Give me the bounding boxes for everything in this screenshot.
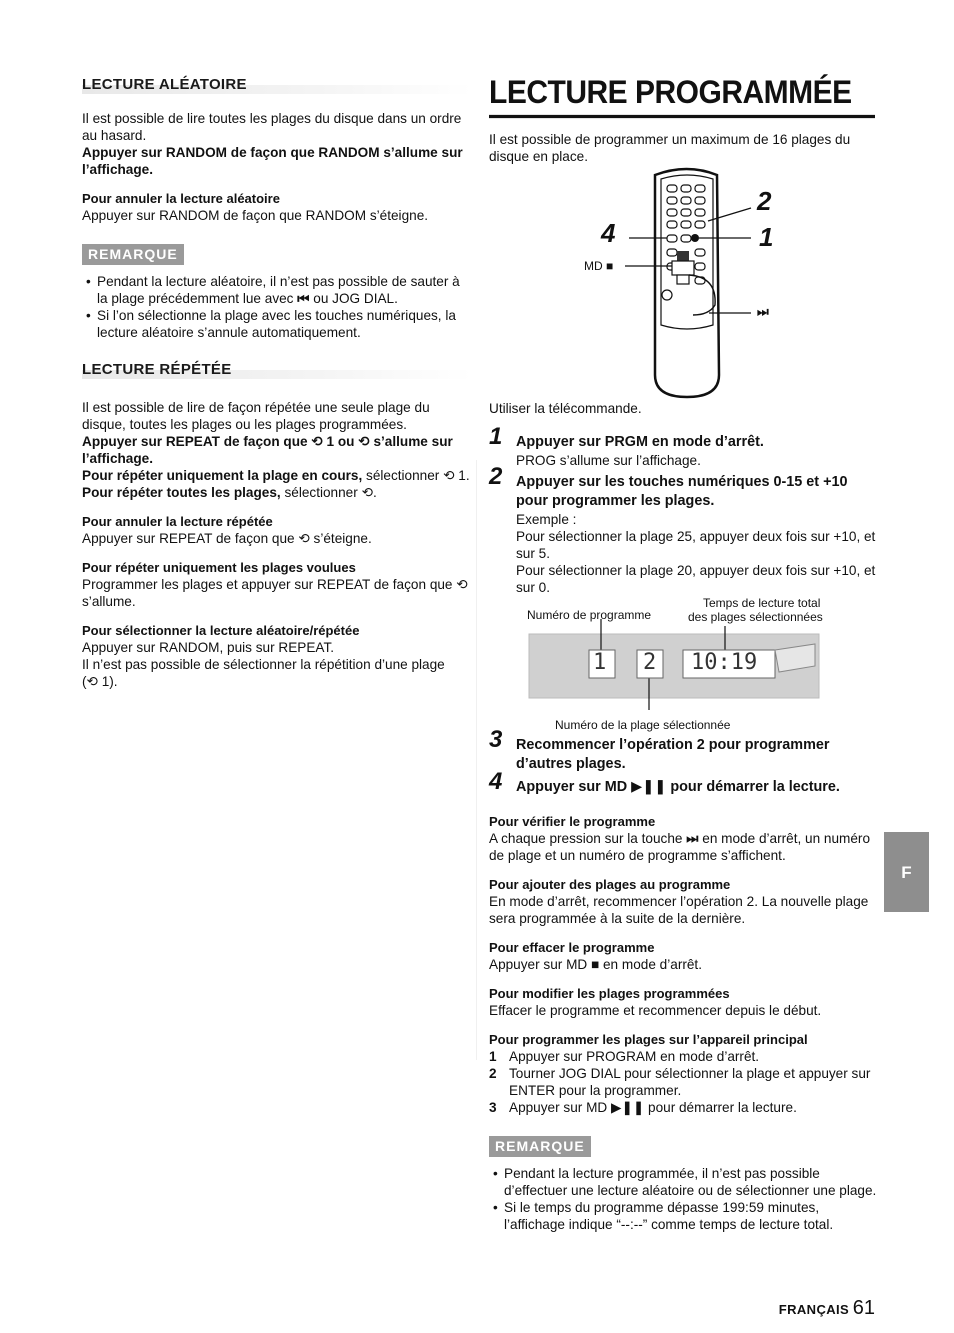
aleatoire-intro: Il est possible de lire toutes les plages du disque dans un ordre au hasard. [82,111,462,143]
repetee-wanted-title: Pour répéter uniquement les plages voulues [82,560,356,575]
step-2: 2 Appuyer sur les touches numériques 0-15 et +10 pour programmer les plages. Exemple : Pour sélectionner la plage 25, appuyer deux fois sur +10, et sur 5. Pour sélectionner la plage 20, appuyer deux fois sur +10, et sur 0. [489,463,876,595]
repetee-all: Pour répéter toutes les plages, sélectionner ⟲. [82,485,377,500]
section-heading-aleatoire: LECTURE ALÉATOIRE [82,76,472,98]
aleatoire-cancel-title: Pour annuler la lecture aléatoire [82,191,280,206]
remote-drawing [489,165,879,400]
repetee-combo-2: Il n’est pas possible de sélectionner la répétition d’une plage [82,657,445,672]
list-item: • Pendant la lecture programmée, il n’est pas possible d’effectuer une lecture aléatoire ou de sélectionner une plage. [489,1165,879,1199]
add-text: En mode d’arrêt, recommencer l’opération 2. La nouvelle plage sera programmée à la suite de la dernière. [489,894,869,926]
play-pause-icon: ▶❚❚ [631,779,667,795]
list-item: 2 Tourner JOG DIAL pour sélectionner la plage et appuyer sur ENTER pour la programmer. [489,1066,871,1098]
page-title: LECTURE PROGRAMMÉE [489,76,875,118]
modify-title: Pour modifier les plages programmées [489,986,730,1001]
remote-illustration [489,165,879,400]
repeat-icon: ⟲ [298,531,310,546]
footer-language: FRANÇAIS [778,1302,850,1317]
step-4: 4 Appuyer sur MD ▶❚❚ pour démarrer la lecture. [489,768,840,795]
display-illustration [489,596,879,736]
repetee-combo-3: (⟲ 1). [82,674,118,689]
lcd-track-number: 2 [643,650,657,675]
label-track-number: Numéro de la plage sélectionnée [555,718,731,732]
remarque-badge: REMARQUE [489,1136,591,1157]
verify-title: Pour vérifier le programme [489,814,656,829]
remote-caption: Utiliser la télécommande. [489,401,642,416]
remarque-list [489,1165,879,1233]
callout-md: MD ■ [584,259,614,273]
next-track-icon: ⏭ [757,304,769,319]
callout-2: 2 [757,186,772,216]
main-unit-title: Pour programmer les plages sur l’appareil principal [489,1032,808,1047]
repetee-combo-1: Appuyer sur RANDOM, puis sur REPEAT. [82,640,335,655]
callout-1: 1 [759,222,774,252]
page-footer [778,1297,875,1319]
repeat-icon: ⟲ [456,577,468,592]
remarque-badge: REMARQUE [82,244,184,265]
list-item: • Pendant la lecture aléatoire, il n’est pas possible de sauter à la plage précédemment lue avec ⏮ ou JOG DIAL. [82,273,472,307]
play-pause-icon: ▶❚❚ [611,1100,645,1115]
language-tab: F [884,832,929,912]
column-divider [476,460,477,1060]
modify-text: Effacer le programme et recommencer depuis le début. [489,1003,822,1018]
lcd-program-number: 1 [593,650,607,675]
list-item: • Si l’on sélectionne la plage avec les touches numériques, la lecture aléatoire s’annule automatiquement. [82,307,472,341]
erase-title: Pour effacer le programme [489,940,655,955]
repeat-icon: ⟲ [311,434,323,449]
lcd-total-time: 10:19 [691,650,758,675]
step-1: 1 Appuyer sur PRGM en mode d’arrêt. PROG s’allume sur l’affichage. [489,423,764,468]
repeat-icon: ⟲ [358,434,370,449]
repetee-single: Pour répéter uniquement la plage en cours, sélectionner ⟲ 1. [82,468,470,483]
repetee-cancel-text: Appuyer sur REPEAT de façon que ⟲ s’éteigne. [82,531,372,546]
add-title: Pour ajouter des plages au programme [489,877,731,892]
page-number: 61 [852,1297,875,1319]
stop-icon: ■ [591,957,600,972]
main-unit-list [489,1048,879,1116]
list-item: 1 Appuyer sur PROGRAM en mode d’arrêt. [489,1049,760,1064]
list-item: • Si le temps du programme dépasse 199:59 minutes, l’affichage indique “--:--” comme temps de lecture total. [489,1199,879,1233]
right-column [489,76,879,1233]
repeat-icon: ⟲ [361,485,373,500]
repetee-instruction: Appuyer sur REPEAT de façon que ⟲ 1 ou ⟲ s’allume sur l’affichage. [82,434,453,466]
repetee-combo-title: Pour sélectionner la lecture aléatoire/répétée [82,623,360,638]
label-total-time-2: des plages sélectionnées [688,610,823,624]
list-item: 3 Appuyer sur MD ▶❚❚ pour démarrer la lecture. [489,1100,797,1115]
lcd-display [489,614,879,734]
stop-icon: ■ [606,259,614,273]
next-track-icon: ⏭ [686,831,699,846]
repeat-icon: ⟲ [86,674,98,689]
left-column [82,76,472,690]
step-3: 3 Recommencer l’opération 2 pour programmer d’autres plages. [489,726,830,772]
label-program-number: Numéro de programme [527,608,652,622]
repetee-intro: Il est possible de lire de façon répétée une seule plage du disque, toutes les plages ou les plages programmées. [82,400,430,432]
programmee-intro: Il est possible de programmer un maximum de 16 plages du disque en place. [489,132,851,164]
callout-4: 4 [601,218,616,248]
aleatoire-cancel-text: Appuyer sur RANDOM de façon que RANDOM s’éteigne. [82,208,429,223]
erase-text: Appuyer sur MD ■ en mode d’arrêt. [489,957,702,972]
repetee-wanted-text: Programmer les plages et appuyer sur REPEAT de façon que ⟲ s’allume. [82,577,468,609]
label-total-time-1: Temps de lecture total [703,596,821,610]
repeat-icon: ⟲ [443,468,455,483]
previous-track-icon: ⏮ [297,291,310,306]
repetee-cancel-title: Pour annuler la lecture répétée [82,514,273,529]
verify-text: A chaque pression sur la touche ⏭ en mode d’arrêt, un numéro de plage et un numéro de programme s’affichent. [489,831,871,863]
remarque-list [82,273,472,341]
section-heading-repetee: LECTURE RÉPÉTÉE [82,361,472,383]
aleatoire-instruction: Appuyer sur RANDOM de façon que RANDOM s’allume sur l’affichage. [82,145,463,177]
